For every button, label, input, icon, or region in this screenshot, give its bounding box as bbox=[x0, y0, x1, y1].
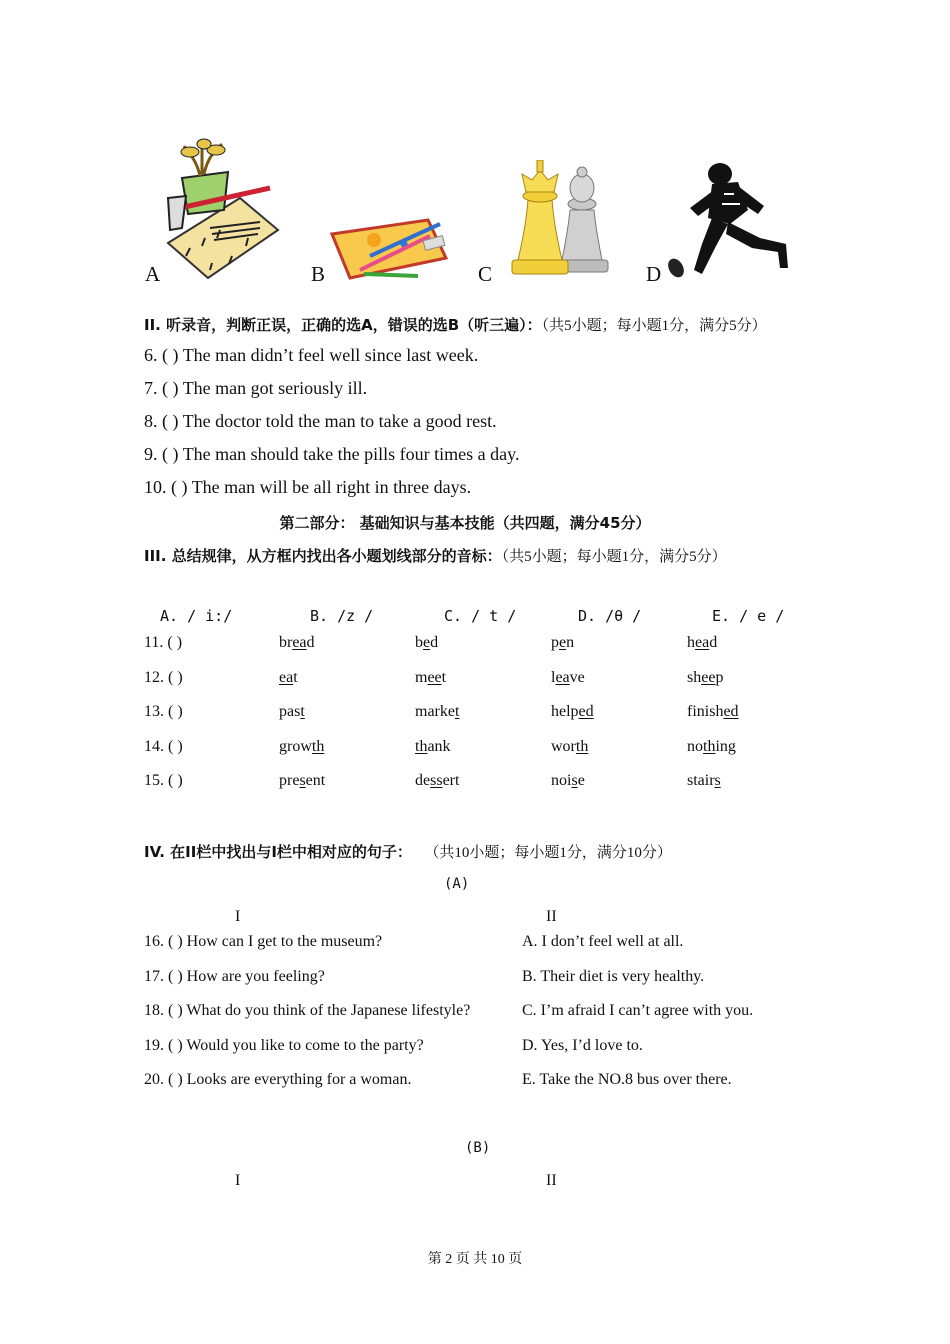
answer-blank[interactable]: ( ) bbox=[162, 444, 179, 464]
phonetic-word: meet bbox=[415, 669, 447, 686]
picture-label-b: B bbox=[311, 262, 326, 286]
item-number: 10. bbox=[144, 477, 167, 497]
column-i-label: I bbox=[235, 908, 241, 925]
answer-blank[interactable]: ( ) bbox=[162, 378, 179, 398]
phonetic-word: leave bbox=[551, 669, 585, 686]
item-text: The man will be all right in three days. bbox=[191, 477, 472, 497]
underlined-part: ea bbox=[555, 669, 570, 686]
underlined-part: s bbox=[299, 772, 306, 789]
listening-item bbox=[144, 477, 471, 498]
gardening-tools-icon bbox=[160, 138, 280, 280]
part4-heading bbox=[144, 841, 672, 862]
underlined-part: e bbox=[559, 634, 567, 651]
answer-blank[interactable]: ( ) bbox=[171, 477, 188, 497]
part2-note: （共5小题；每小题1分，满分5分） bbox=[541, 318, 767, 334]
underlined-part: ea bbox=[292, 634, 307, 651]
item-text: Would you like to come to the party? bbox=[186, 1037, 424, 1054]
item-text: What do you think of the Japanese lifestyle? bbox=[186, 1002, 471, 1019]
phonetic-question[interactable]: 15. ( ) bbox=[144, 772, 183, 789]
listening-item bbox=[144, 411, 497, 432]
phonetic-word: thank bbox=[415, 738, 451, 755]
match-answer: A. I don’t feel well at all. bbox=[522, 933, 684, 950]
answer-blank[interactable]: 16. ( ) bbox=[144, 933, 183, 950]
phonetic-option-c: C. / t / bbox=[444, 607, 517, 625]
phonetic-question[interactable]: 14. ( ) bbox=[144, 738, 183, 755]
column-ii-label: II bbox=[546, 908, 557, 925]
underlined-part: t bbox=[454, 703, 460, 720]
drawing-crayons-icon bbox=[330, 216, 454, 282]
match-item bbox=[144, 1037, 424, 1055]
phonetic-word: bread bbox=[279, 634, 315, 651]
item-number: 9. bbox=[144, 444, 158, 464]
underlined-part: s bbox=[571, 772, 578, 789]
underlined-part: ea bbox=[695, 634, 710, 651]
phonetic-word: eat bbox=[279, 669, 298, 686]
underlined-part: ed bbox=[578, 703, 594, 720]
underlined-part: ee bbox=[701, 669, 716, 686]
underlined-part: ed bbox=[723, 703, 739, 720]
listening-item bbox=[144, 345, 478, 366]
phonetic-question[interactable]: 12. ( ) bbox=[144, 669, 183, 686]
match-item bbox=[144, 1002, 470, 1020]
underlined-part: th bbox=[415, 738, 428, 755]
match-answer: C. I’m afraid I can’t agree with you. bbox=[522, 1002, 754, 1019]
picture-label-c: C bbox=[478, 262, 493, 286]
part2-heading bbox=[144, 314, 767, 335]
phonetic-option-a: A. / i:/ bbox=[160, 607, 233, 625]
match-answer: D. Yes, I’d love to. bbox=[522, 1037, 643, 1054]
phonetic-option-e: E. / e / bbox=[712, 607, 785, 625]
match-item bbox=[144, 933, 382, 951]
item-text: The man should take the pills four times a day. bbox=[182, 444, 520, 464]
answer-blank[interactable]: 17. ( ) bbox=[144, 968, 183, 985]
underlined-part: th bbox=[703, 738, 716, 755]
phonetic-question[interactable]: 13. ( ) bbox=[144, 703, 183, 720]
item-text: Looks are everything for a woman. bbox=[186, 1071, 412, 1088]
item-text: How are you feeling? bbox=[186, 968, 325, 985]
phonetic-word: nothing bbox=[687, 738, 736, 755]
underlined-part: ss bbox=[430, 772, 443, 789]
item-text: The doctor told the man to take a good rest. bbox=[182, 411, 497, 431]
chess-pieces-icon bbox=[510, 160, 612, 276]
sub-b-label: (B) bbox=[465, 1140, 491, 1156]
answer-blank[interactable]: 19. ( ) bbox=[144, 1037, 183, 1054]
phonetic-word: pen bbox=[551, 634, 575, 651]
part2-title: II. 听录音，判断正误，正确的选A，错误的选B（听三遍）： bbox=[144, 316, 542, 334]
phonetic-word: worth bbox=[551, 738, 589, 755]
underlined-part: s bbox=[714, 772, 721, 789]
phonetic-word: market bbox=[415, 703, 460, 720]
underlined-part: t bbox=[300, 703, 305, 720]
match-item bbox=[144, 968, 325, 986]
page-footer: 第 2 页 共 10 页 bbox=[427, 1252, 523, 1267]
answer-blank[interactable]: ( ) bbox=[162, 345, 179, 365]
football-player-icon bbox=[668, 160, 792, 284]
phonetic-word: head bbox=[687, 634, 718, 651]
phonetic-word: past bbox=[279, 703, 305, 720]
item-number: 8. bbox=[144, 411, 158, 431]
match-item bbox=[144, 1071, 411, 1089]
section2-title: 第二部分： 基础知识与基本技能（共四题，满分45分） bbox=[279, 514, 651, 532]
phonetic-word: stairs bbox=[687, 772, 721, 789]
phonetic-word: dessert bbox=[415, 772, 460, 789]
underlined-part: th bbox=[311, 738, 325, 755]
part3-note: （共5小题；每小题1分，满分5分） bbox=[501, 549, 727, 565]
item-text: The man got seriously ill. bbox=[182, 378, 368, 398]
item-text: How can I get to the museum? bbox=[186, 933, 383, 950]
part4-note: （共10小题；每小题1分，满分10分） bbox=[431, 845, 672, 861]
phonetic-option-d: D. /θ / bbox=[578, 607, 642, 625]
item-number: 6. bbox=[144, 345, 158, 365]
column-ii-label-b: II bbox=[546, 1172, 557, 1189]
part3-heading bbox=[144, 545, 727, 566]
answer-blank[interactable]: 20. ( ) bbox=[144, 1071, 183, 1088]
phonetic-word: finished bbox=[687, 703, 739, 720]
part4-title: IV. 在II栏中找出与I栏中相对应的句子： bbox=[144, 843, 412, 861]
underlined-part: th bbox=[575, 738, 589, 755]
phonetic-word: noise bbox=[551, 772, 585, 789]
listening-item bbox=[144, 378, 367, 399]
picture-label-a: A bbox=[145, 262, 161, 286]
picture-label-d: D bbox=[646, 262, 662, 286]
match-answer: E. Take the NO.8 bus over there. bbox=[522, 1071, 732, 1088]
phonetic-question[interactable]: 11. ( ) bbox=[144, 634, 183, 651]
sub-a-label: (A) bbox=[444, 876, 470, 892]
underlined-part: ea bbox=[279, 669, 294, 686]
phonetic-option-b: B. /z / bbox=[310, 607, 374, 625]
phonetic-word: present bbox=[279, 772, 326, 789]
phonetic-word: bed bbox=[415, 634, 439, 651]
match-answer: B. Their diet is very healthy. bbox=[522, 968, 705, 985]
underlined-part: e bbox=[423, 634, 431, 651]
answer-blank[interactable]: ( ) bbox=[162, 411, 179, 431]
column-i-label-b: I bbox=[235, 1172, 241, 1189]
listening-item bbox=[144, 444, 519, 465]
part3-title: III. 总结规律，从方框内找出各小题划线部分的音标： bbox=[144, 547, 502, 565]
phonetic-word: sheep bbox=[687, 669, 724, 686]
phonetic-word: growth bbox=[279, 738, 325, 755]
item-text: The man didn’t feel well since last week. bbox=[182, 345, 479, 365]
phonetic-word: helped bbox=[551, 703, 594, 720]
item-number: 7. bbox=[144, 378, 158, 398]
answer-blank[interactable]: 18. ( ) bbox=[144, 1002, 183, 1019]
underlined-part: ee bbox=[427, 669, 442, 686]
